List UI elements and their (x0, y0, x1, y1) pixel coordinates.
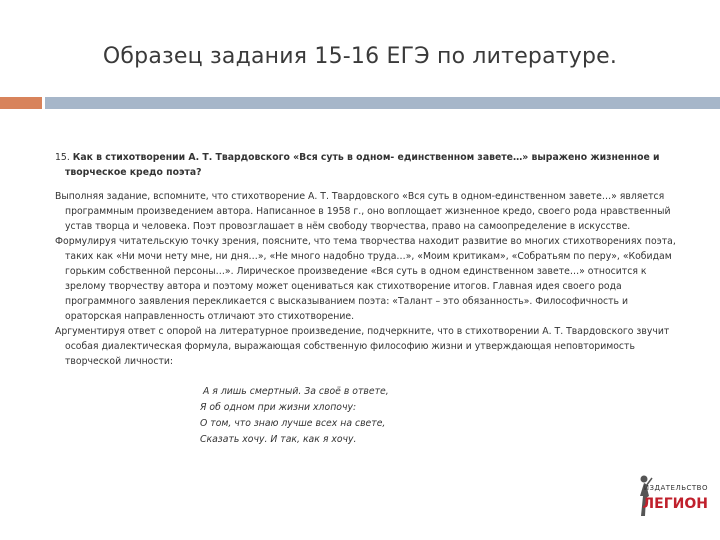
question-number: 15. (55, 152, 70, 163)
question (55, 150, 685, 180)
poem-line: А я лишь смертный. За своё в ответе, (200, 386, 389, 397)
slide-title: Образец задания 15-16 ЕГЭ по литературе. (102, 44, 618, 69)
paragraph-intro: Выполняя задание, вспомните, что стихотворение А. Т. Твардовского «Вся суть в одном-единственном завете…» является программным произведением автора. Написанное в 1958 г., оно воплощает жизненное кредо, своего рода нравственный устав творца и человека. Поэт провозглашает в нём свободу творчества, право на самоопределение в искусстве. (55, 191, 671, 232)
logo-name: ЛЕГИОН (642, 496, 708, 512)
slide-content (55, 150, 685, 448)
poem-line: Сказать хочу. И так, как я хочу. (200, 434, 357, 445)
logo-caption: ИЗДАТЕЛЬСТВО (643, 484, 708, 492)
paragraph-argument: Аргументируя ответ с опорой на литературное произведение, подчеркните, что в стихотворении А. Т. Твардовского звучит особая диалектическая формула, выражающая собственную философию жизни и утверждающая неповторимость творческой личности: (55, 326, 670, 367)
question-text: Как в стихотворении А. Т. Твардовского «Вся суть в одном- единственном завете…» выражено жизненное и творческое кредо поэта? (65, 152, 660, 178)
poem-quote (200, 384, 685, 448)
poem-line: О том, что знаю лучше всех на свете, (200, 418, 386, 429)
paragraph-reader-view: Формулируя читательскую точку зрения, поясните, что тема творчества находит развитие во многих стихотворениях поэта, таких как «Ни мочи нету мне, ни дня…», «Не много надобно труда…», «Моим критикам», «Собратьям по перу», «Кобидам горьким собственной персоны…». Лирическое произведение «Вся суть в одном единственном завете…» относится к зрелому творчеству автора и поэтому может оцениваться как стихотворение итогов. Главная идея своего рода программного заявления перекликается с высказыванием поэта: «Талант – это обязанность». Философичность и ораторская направленность отличают это стихотворение. (55, 236, 676, 322)
poem-line: Я об одном при жизни хлопочу: (200, 402, 357, 413)
title-rule (45, 97, 720, 109)
title-rule-accent (0, 97, 42, 109)
publisher-logo (634, 472, 708, 522)
